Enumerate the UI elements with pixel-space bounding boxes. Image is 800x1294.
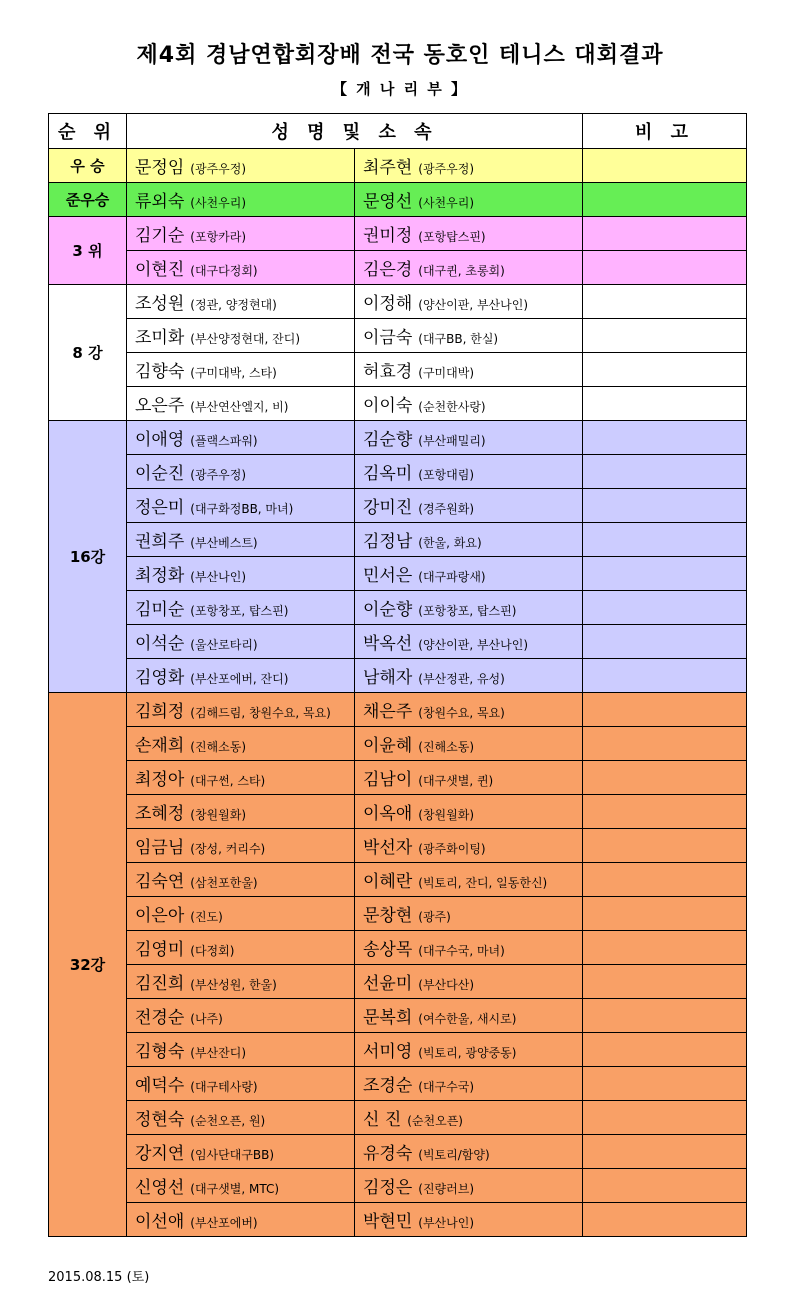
player-club: (포항대림) (418, 468, 475, 482)
player-cell (355, 659, 583, 693)
player-club: (빅토리, 광양중동) (418, 1046, 517, 1060)
player-club: (사천우리) (190, 196, 247, 210)
player-club: (대구샛별, MTC) (190, 1182, 280, 1196)
table-row (49, 421, 747, 455)
player-name: 임금님 (135, 838, 185, 858)
player-club: (포항탑스핀) (418, 230, 486, 244)
player-cell (127, 455, 355, 489)
player-club: (창원월화) (418, 808, 475, 822)
note-cell (583, 1203, 747, 1237)
player-name: 오은주 (135, 396, 185, 416)
player-name: 민서은 (363, 566, 413, 586)
player-cell (355, 863, 583, 897)
player-name: 신 진 (363, 1110, 402, 1130)
table-row (49, 217, 747, 251)
player-name: 이금숙 (363, 328, 413, 348)
player-club: (포항창포, 탑스핀) (190, 604, 289, 618)
player-name: 김숙연 (135, 872, 185, 892)
player-cell (355, 625, 583, 659)
player-club: (부산양정현대, 잔디) (190, 332, 301, 346)
player-name: 류외숙 (135, 192, 185, 212)
player-club: (진해소동) (418, 740, 475, 754)
player-cell (127, 965, 355, 999)
player-cell (355, 557, 583, 591)
player-club: (광주) (418, 910, 451, 924)
player-name: 김기순 (135, 226, 185, 246)
player-cell (355, 1101, 583, 1135)
note-cell (583, 319, 747, 353)
note-cell (583, 149, 747, 183)
player-cell (355, 693, 583, 727)
table-row (49, 523, 747, 557)
player-name: 최정아 (135, 770, 185, 790)
player-cell (127, 693, 355, 727)
player-club: (진해소동) (190, 740, 247, 754)
note-cell (583, 1067, 747, 1101)
player-club: (한울, 화요) (418, 536, 482, 550)
table-row (49, 149, 747, 183)
table-row (49, 659, 747, 693)
player-club: (빅토리, 잔디, 일동한신) (418, 876, 548, 890)
player-cell (127, 523, 355, 557)
note-cell (583, 795, 747, 829)
event-date: 2015.08.15 (토) (48, 1270, 150, 1285)
note-cell (583, 455, 747, 489)
player-club: (부산정관, 유성) (418, 672, 505, 686)
table-row (49, 455, 747, 489)
player-club: (포항창포, 탑스핀) (418, 604, 517, 618)
player-name: 김정은 (363, 1178, 413, 1198)
player-name: 유경숙 (363, 1144, 413, 1164)
player-club: (순천오픈) (407, 1114, 463, 1128)
player-name: 이선애 (135, 1212, 185, 1232)
player-cell (127, 999, 355, 1033)
note-cell (583, 353, 747, 387)
player-name: 김영화 (135, 668, 185, 688)
player-club: (순천한사랑) (418, 400, 486, 414)
player-name: 허효경 (363, 362, 413, 382)
player-cell (355, 727, 583, 761)
player-name: 정현숙 (135, 1110, 185, 1130)
player-cell (355, 455, 583, 489)
player-cell (127, 251, 355, 285)
player-name: 김진희 (135, 974, 185, 994)
table-row (49, 557, 747, 591)
player-name: 손재희 (135, 736, 185, 756)
player-club: (광주우정) (190, 162, 247, 176)
player-cell (355, 285, 583, 319)
player-name: 채은주 (363, 702, 413, 722)
results-table (48, 113, 747, 1237)
player-name: 이윤혜 (363, 736, 413, 756)
note-cell (583, 1101, 747, 1135)
table-row (49, 1101, 747, 1135)
player-cell (355, 931, 583, 965)
player-name: 조경순 (363, 1076, 413, 1096)
player-cell (355, 795, 583, 829)
player-club: (김해드림, 창원수요, 목요) (190, 706, 331, 720)
player-club: (부산잔디) (190, 1046, 247, 1060)
player-club: (여수한울, 새시로) (418, 1012, 517, 1026)
page-title: 제4회 경남연합회장배 전국 동호인 테니스 대회결과 (136, 43, 664, 68)
player-club: (구미대박, 스타) (190, 366, 277, 380)
player-cell (127, 387, 355, 421)
note-cell (583, 523, 747, 557)
table-row (49, 761, 747, 795)
player-name: 정은미 (135, 498, 185, 518)
note-cell (583, 421, 747, 455)
note-cell (583, 183, 747, 217)
player-cell (355, 897, 583, 931)
player-name: 조성원 (135, 294, 185, 314)
player-name: 김영미 (135, 940, 185, 960)
player-cell (355, 591, 583, 625)
player-name: 김순향 (363, 430, 413, 450)
player-cell (127, 1067, 355, 1101)
player-name: 선윤미 (363, 974, 413, 994)
note-cell (583, 659, 747, 693)
note-cell (583, 693, 747, 727)
player-name: 김향숙 (135, 362, 185, 382)
player-name: 문영선 (363, 192, 413, 212)
note-cell (583, 625, 747, 659)
player-club: (임사단대구BB) (190, 1148, 275, 1162)
player-name: 최정화 (135, 566, 185, 586)
player-club: (창원월화) (190, 808, 247, 822)
player-cell (127, 727, 355, 761)
player-name: 이은아 (135, 906, 185, 926)
table-row (49, 829, 747, 863)
note-cell (583, 557, 747, 591)
rank-label: 3 위 (49, 217, 127, 285)
table-row (49, 387, 747, 421)
results-body (49, 149, 747, 1237)
player-cell (127, 897, 355, 931)
player-name: 남해자 (363, 668, 413, 688)
note-cell (583, 863, 747, 897)
table-row (49, 625, 747, 659)
player-name: 강지연 (135, 1144, 185, 1164)
rank-label: 32강 (49, 693, 127, 1237)
player-name: 이순진 (135, 464, 185, 484)
table-row (49, 863, 747, 897)
player-name: 이순향 (363, 600, 413, 620)
player-club: (부산패밀리) (418, 434, 486, 448)
player-name: 김남이 (363, 770, 413, 790)
player-club: (나주) (190, 1012, 223, 1026)
player-club: (부산연산엘지, 비) (190, 400, 289, 414)
player-cell (127, 863, 355, 897)
player-name: 조혜정 (135, 804, 185, 824)
player-club: (경주원화) (418, 502, 475, 516)
note-cell (583, 1169, 747, 1203)
player-cell (127, 795, 355, 829)
player-cell (127, 591, 355, 625)
player-club: (광주화이팅) (418, 842, 486, 856)
player-cell (127, 1101, 355, 1135)
table-row (49, 285, 747, 319)
table-row (49, 251, 747, 285)
player-cell (127, 931, 355, 965)
player-club: (양산이판, 부산나인) (418, 638, 529, 652)
player-name: 권미정 (363, 226, 413, 246)
player-cell (355, 1033, 583, 1067)
player-name: 이애영 (135, 430, 185, 450)
player-cell (127, 421, 355, 455)
player-cell (355, 965, 583, 999)
player-cell (355, 1203, 583, 1237)
player-name: 강미진 (363, 498, 413, 518)
player-name: 박현민 (363, 1212, 413, 1232)
player-club: (사천우리) (418, 196, 475, 210)
rank-label: 8 강 (49, 285, 127, 421)
player-club: (부산나인) (418, 1216, 475, 1230)
rank-label: 우 승 (49, 149, 127, 183)
player-cell (127, 489, 355, 523)
player-club: (부산나인) (190, 570, 247, 584)
player-name: 송상목 (363, 940, 413, 960)
table-row (49, 693, 747, 727)
player-club: (대구테사랑) (190, 1080, 258, 1094)
player-cell (355, 353, 583, 387)
player-club: (광주우정) (190, 468, 247, 482)
player-cell (355, 489, 583, 523)
player-cell (127, 217, 355, 251)
player-club: (플랙스파워) (190, 434, 258, 448)
player-club: (빅토리/함양) (418, 1148, 490, 1162)
table-row (49, 1135, 747, 1169)
player-club: (진량러브) (418, 1182, 475, 1196)
table-row (49, 999, 747, 1033)
player-name: 이옥애 (363, 804, 413, 824)
player-club: (부산성원, 한울) (190, 978, 277, 992)
player-name: 전경순 (135, 1008, 185, 1028)
player-cell (355, 761, 583, 795)
player-cell (127, 557, 355, 591)
player-club: (정관, 양정현대) (190, 298, 277, 312)
player-name: 조미화 (135, 328, 185, 348)
player-name: 김정남 (363, 532, 413, 552)
player-club: (순천오픈, 원) (190, 1114, 266, 1128)
player-cell (127, 1033, 355, 1067)
player-cell (127, 761, 355, 795)
player-cell (355, 387, 583, 421)
table-row (49, 183, 747, 217)
player-cell (127, 829, 355, 863)
player-name: 예덕수 (135, 1076, 185, 1096)
table-row (49, 353, 747, 387)
player-name: 문창현 (363, 906, 413, 926)
player-cell (355, 183, 583, 217)
note-cell (583, 591, 747, 625)
player-club: (대구BB, 한실) (418, 332, 499, 346)
table-row (49, 1033, 747, 1067)
player-name: 이이숙 (363, 396, 413, 416)
player-cell (355, 999, 583, 1033)
player-name: 문정임 (135, 158, 185, 178)
player-name: 이석순 (135, 634, 185, 654)
player-cell (355, 1135, 583, 1169)
note-cell (583, 285, 747, 319)
player-name: 김형숙 (135, 1042, 185, 1062)
player-cell (355, 149, 583, 183)
player-name: 박선자 (363, 838, 413, 858)
player-cell (127, 1203, 355, 1237)
player-club: (울산로타리) (190, 638, 258, 652)
table-row (49, 1067, 747, 1101)
player-cell (355, 421, 583, 455)
note-cell (583, 897, 747, 931)
player-club: (다정회) (190, 944, 235, 958)
note-cell (583, 999, 747, 1033)
rank-label: 준우승 (49, 183, 127, 217)
table-row (49, 931, 747, 965)
player-club: (창원수요, 목요) (418, 706, 505, 720)
rank-label: 16강 (49, 421, 127, 693)
table-row (49, 489, 747, 523)
player-name: 서미영 (363, 1042, 413, 1062)
note-cell (583, 829, 747, 863)
player-name: 권희주 (135, 532, 185, 552)
player-club: (포항카라) (190, 230, 247, 244)
note-cell (583, 965, 747, 999)
note-cell (583, 489, 747, 523)
player-cell (127, 1169, 355, 1203)
table-row (49, 591, 747, 625)
table-row (49, 727, 747, 761)
player-name: 박옥선 (363, 634, 413, 654)
note-cell (583, 387, 747, 421)
player-club: (양산이판, 부산나인) (418, 298, 529, 312)
player-cell (355, 251, 583, 285)
player-name: 이정해 (363, 294, 413, 314)
player-name: 김미순 (135, 600, 185, 620)
player-cell (355, 1067, 583, 1101)
player-club: (대구샛별, 퀸) (418, 774, 494, 788)
player-cell (127, 659, 355, 693)
header-note: 비 고 (583, 114, 747, 149)
player-cell (355, 523, 583, 557)
player-cell (355, 217, 583, 251)
table-row (49, 319, 747, 353)
header-rank: 순 위 (49, 114, 127, 149)
note-cell (583, 761, 747, 795)
player-club: (진도) (190, 910, 223, 924)
player-cell (127, 319, 355, 353)
player-club: (구미대박) (418, 366, 475, 380)
table-row (49, 965, 747, 999)
note-cell (583, 1033, 747, 1067)
player-club: (대구파랑새) (418, 570, 486, 584)
header-row (49, 114, 747, 149)
player-club: (부산포에버) (190, 1216, 258, 1230)
player-club: (장성, 커리수) (190, 842, 266, 856)
player-club: (대구퀸, 초롱회) (418, 264, 505, 278)
player-cell (355, 319, 583, 353)
note-cell (583, 727, 747, 761)
player-cell (127, 183, 355, 217)
player-club: (대구다정회) (190, 264, 258, 278)
table-row (49, 1203, 747, 1237)
player-club: (부산다산) (418, 978, 475, 992)
note-cell (583, 931, 747, 965)
note-cell (583, 217, 747, 251)
header-players: 성 명 및 소 속 (127, 114, 583, 149)
player-club: (대구썬, 스타) (190, 774, 266, 788)
player-name: 신영선 (135, 1178, 185, 1198)
player-name: 문복희 (363, 1008, 413, 1028)
player-cell (127, 1135, 355, 1169)
player-club: (광주우정) (418, 162, 475, 176)
table-row (49, 795, 747, 829)
page-subtitle: 【 개 나 리 부 】 (331, 80, 469, 98)
table-row (49, 897, 747, 931)
player-cell (355, 1169, 583, 1203)
player-name: 이현진 (135, 260, 185, 280)
player-club: (삼천포한울) (190, 876, 258, 890)
note-cell (583, 251, 747, 285)
player-cell (355, 829, 583, 863)
note-cell (583, 1135, 747, 1169)
table-row (49, 1169, 747, 1203)
player-cell (127, 149, 355, 183)
player-name: 김옥미 (363, 464, 413, 484)
player-club: (부산포에버, 잔디) (190, 672, 289, 686)
player-cell (127, 285, 355, 319)
player-club: (부산베스트) (190, 536, 258, 550)
player-club: (대구수국, 마녀) (418, 944, 505, 958)
player-club: (대구화정BB, 마녀) (190, 502, 294, 516)
player-name: 이혜란 (363, 872, 413, 892)
player-name: 최주현 (363, 158, 413, 178)
player-cell (127, 353, 355, 387)
player-name: 김희정 (135, 702, 185, 722)
player-club: (대구수국) (418, 1080, 475, 1094)
player-name: 김은경 (363, 260, 413, 280)
player-cell (127, 625, 355, 659)
